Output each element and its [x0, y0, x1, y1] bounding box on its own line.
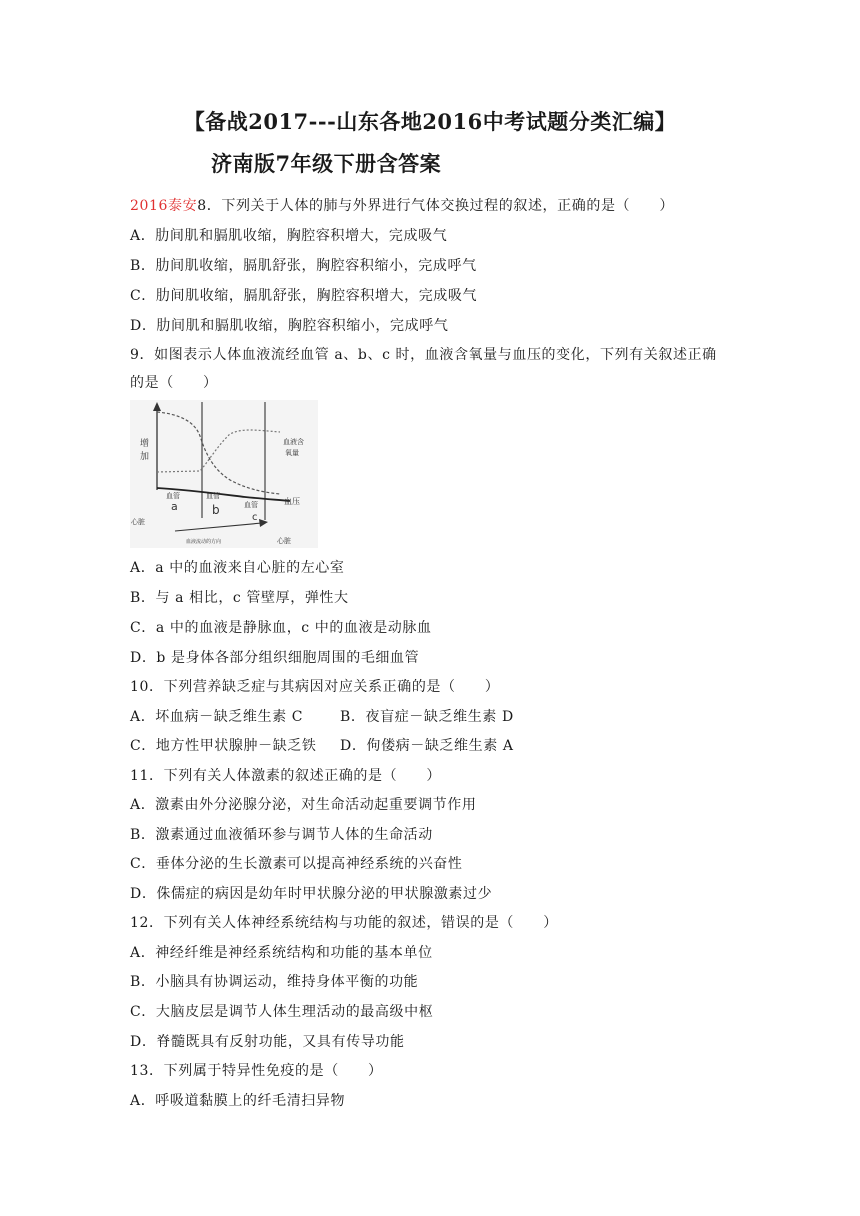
question-9-option-a: A．a 中的血液来自心脏的左心室 [130, 560, 345, 576]
document-title-line-2: 济南版7年级下册含答案 [211, 151, 442, 176]
question-13-stem: 13．下列属于特异性免疫的是（ ） [130, 1063, 383, 1079]
blood-vessel-diagram [130, 400, 318, 548]
question-11-stem: 11．下列有关人体激素的叙述正确的是（ ） [130, 768, 442, 784]
oxygen-label-2: 氧量 [285, 449, 299, 457]
question-13-option-a: A．呼吸道黏膜上的纤毛清扫异物 [130, 1093, 346, 1109]
flow-label: 血液流动的方向 [186, 539, 222, 545]
vessel-c-label: 血管 [244, 501, 258, 509]
question-8-stem [130, 195, 674, 215]
figure-background [130, 400, 318, 548]
question-9-stem-line-2: 的是（ ） [130, 375, 218, 391]
oxygen-label-1: 血液含 [283, 438, 304, 446]
question-8-option-b: B．肋间肌收缩，膈肌舒张，胸腔容积缩小，完成呼气 [130, 258, 477, 274]
vessel-b-label: 血管 [206, 492, 220, 500]
question-12-option-b: B．小脑具有协调运动，维持身体平衡的功能 [130, 974, 419, 990]
question-11-option-c: C．垂体分泌的生长激素可以提高神经系统的兴奋性 [130, 856, 463, 872]
heart-label-left: 心脏 [131, 518, 145, 526]
question-10-options-row-2 [130, 735, 514, 755]
question-9-option-d: D．b 是身体各部分组织细胞周围的毛细血管 [130, 650, 420, 666]
question-10-option-a: A．坏血病－缺乏维生素 C [130, 709, 304, 725]
question-12-option-d: D．脊髓既具有反射功能，又具有传导功能 [130, 1034, 405, 1050]
question-8-option-a: A．肋间肌和膈肌收缩，胸腔容积增大，完成吸气 [130, 228, 448, 244]
blood-vessel-figure [130, 400, 318, 548]
question-10-option-b: B．夜盲症－缺乏维生素 D [340, 709, 514, 725]
question-12-option-a: A．神经纤维是神经系统结构和功能的基本单位 [130, 945, 433, 961]
heart-label-right: 心脏 [277, 537, 291, 545]
question-9-option-b: B．与 a 相比，c 管壁厚，弹性大 [130, 590, 349, 606]
question-11-option-b: B．激素通过血液循环参与调节人体的生命活动 [130, 827, 433, 843]
question-11-option-a: A．激素由外分泌腺分泌，对生命活动起重要调节作用 [130, 797, 477, 813]
question-9-stem-line-1: 9．如图表示人体血液流经血管 a、b、c 时，血液含氧量与血压的变化，下列有关叙述正确 [130, 347, 717, 363]
question-9-option-c: C．a 中的血液是静脉血，c 中的血液是动脉血 [130, 620, 432, 636]
question-8-source: 2016泰安 [130, 198, 198, 214]
vessel-b-letter: b [212, 503, 220, 517]
question-10-option-c: C．地方性甲状腺肿－缺乏铁 [130, 738, 317, 754]
vessel-c-letter: c [252, 512, 258, 523]
pressure-label: 血压 [284, 497, 300, 506]
question-8-option-c: C．肋间肌收缩，膈肌舒张，胸腔容积增大，完成吸气 [130, 288, 478, 304]
question-12-stem: 12．下列有关人体神经系统结构与功能的叙述，错误的是（ ） [130, 915, 558, 931]
question-10-option-d: D．佝偻病－缺乏维生素 A [340, 738, 514, 754]
question-8-option-d: D．肋间肌和膈肌收缩，胸腔容积缩小，完成呼气 [130, 318, 449, 334]
question-11-option-d: D．侏儒症的病因是幼年时甲状腺分泌的甲状腺激素过少 [130, 886, 493, 902]
document-title-line-1: 【备战2017---山东各地2016中考试题分类汇编】 [183, 109, 677, 134]
vessel-a-label: 血管 [166, 492, 180, 500]
question-12-option-c: C．大脑皮层是调节人体生理活动的最高级中枢 [130, 1004, 434, 1020]
question-10-options-row-1 [130, 706, 514, 726]
y-label-1: 增 [140, 439, 150, 449]
question-8-text: 8．下列关于人体的肺与外界进行气体交换过程的叙述，正确的是（ ） [197, 198, 674, 214]
y-label-2: 加 [140, 452, 150, 462]
vessel-a-letter: a [171, 500, 178, 513]
question-10-stem: 10．下列营养缺乏症与其病因对应关系正确的是（ ） [130, 679, 500, 695]
